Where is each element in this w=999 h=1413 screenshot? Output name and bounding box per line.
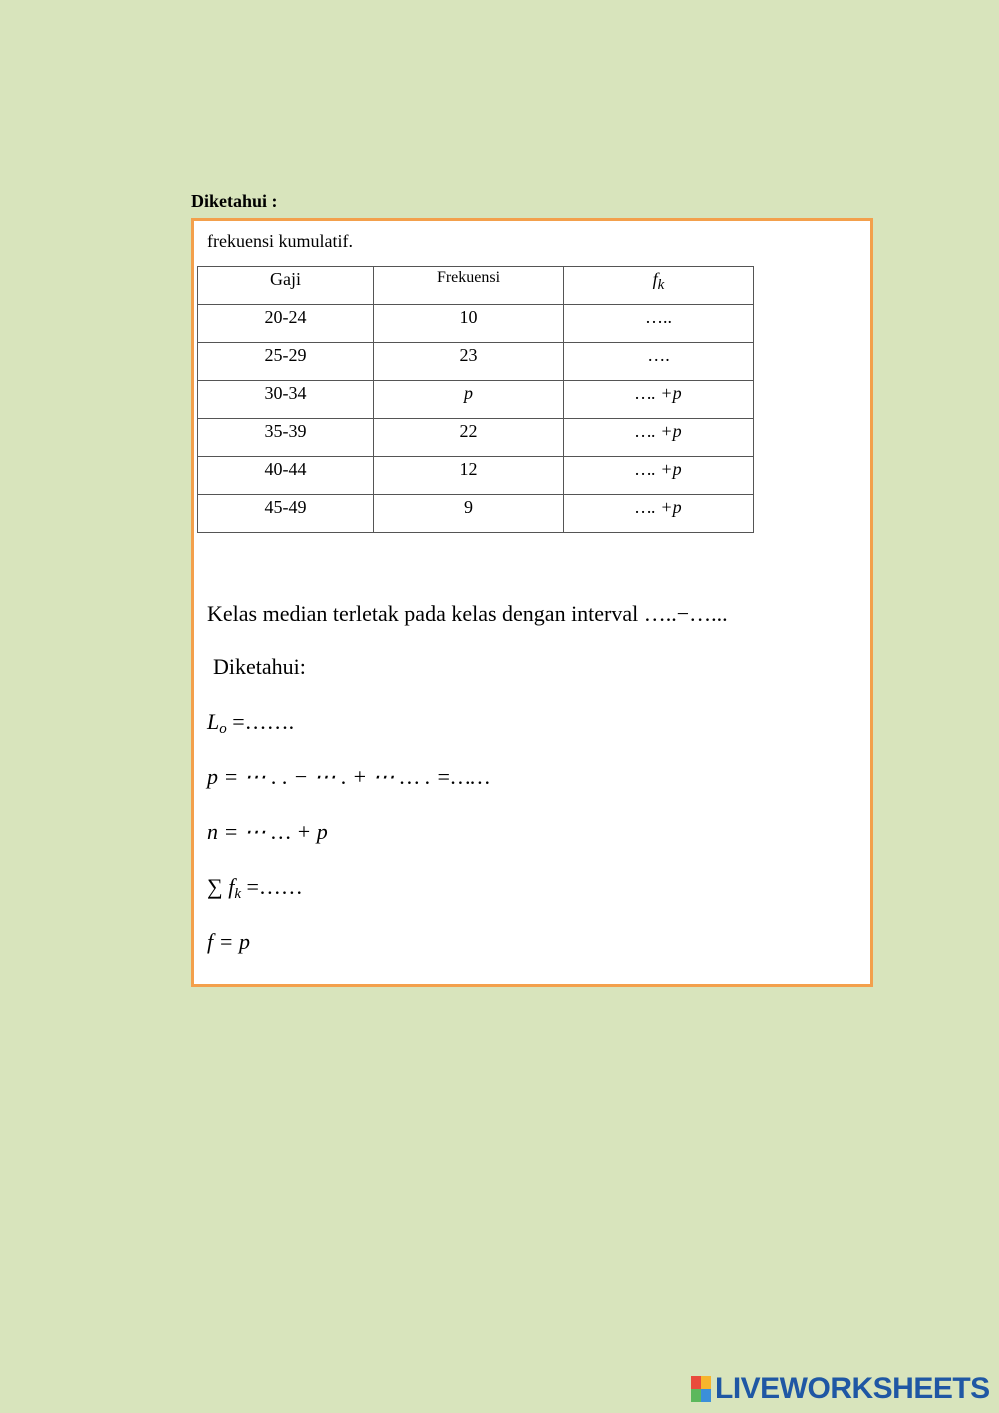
table-row <box>198 457 754 495</box>
cell-frekuensi: 23 <box>374 343 564 381</box>
table-header-row <box>198 267 754 305</box>
cell-frekuensi: 10 <box>374 305 564 343</box>
sum-fk-symbol: f <box>228 874 235 899</box>
p-line[interactable]: p = ⋯ . . − ⋯ . + ⋯ … . =…… <box>207 764 491 789</box>
lo-line <box>207 709 294 738</box>
fk-subscript: k <box>657 277 665 293</box>
section-heading: Diketahui : <box>191 191 278 211</box>
sum-fk-value[interactable]: =…… <box>240 874 303 899</box>
frequency-table <box>197 266 754 533</box>
sigma-symbol: ∑ <box>207 874 223 899</box>
cell-gaji: 45-49 <box>198 495 374 533</box>
logo-square-yellow <box>701 1376 711 1389</box>
cell-frekuensi: 12 <box>374 457 564 495</box>
cell-gaji: 25-29 <box>198 343 374 381</box>
liveworksheets-logo <box>691 1373 990 1405</box>
f-line: f = p <box>207 929 250 954</box>
n-line[interactable]: n = ⋯ … + p <box>207 819 328 844</box>
lo-subscript: o <box>219 721 227 737</box>
answer-box <box>191 218 873 987</box>
cell-fk[interactable]: …. +p <box>564 457 754 495</box>
fk-symbol: f <box>652 269 658 289</box>
logo-text: LIVEWORKSHEETS <box>715 1372 990 1405</box>
cell-gaji: 40-44 <box>198 457 374 495</box>
header-fk <box>564 267 754 305</box>
lo-symbol: L <box>207 709 220 734</box>
table-row <box>198 381 754 419</box>
cell-fk[interactable]: …. +p <box>564 381 754 419</box>
logo-square-green <box>691 1389 701 1402</box>
median-sentence: Kelas median terletak pada kelas dengan interval …..−…... <box>207 601 728 626</box>
table-row <box>198 419 754 457</box>
intro-text: frekuensi kumulatif. <box>207 231 353 251</box>
logo-square-red <box>691 1376 701 1389</box>
table-row <box>198 495 754 533</box>
cell-gaji: 35-39 <box>198 419 374 457</box>
cell-gaji: 20-24 <box>198 305 374 343</box>
cell-frekuensi: p <box>374 381 564 419</box>
lo-value[interactable]: =……. <box>226 709 295 734</box>
sum-fk-line <box>207 874 303 903</box>
cell-frekuensi: 22 <box>374 419 564 457</box>
sum-fk-subscript: k <box>234 886 241 902</box>
cell-fk[interactable]: …. +p <box>564 419 754 457</box>
cell-frekuensi: 9 <box>374 495 564 533</box>
logo-icon <box>691 1376 711 1402</box>
cell-fk[interactable]: …. +p <box>564 495 754 533</box>
cell-fk[interactable]: …. <box>564 343 754 381</box>
header-gaji: Gaji <box>198 267 374 305</box>
table-row <box>198 343 754 381</box>
cell-fk[interactable]: ….. <box>564 305 754 343</box>
logo-square-blue <box>701 1389 711 1402</box>
known-label: Diketahui: <box>213 654 306 679</box>
cell-gaji: 30-34 <box>198 381 374 419</box>
header-frekuensi: Frekuensi <box>374 267 564 305</box>
table-row <box>198 305 754 343</box>
